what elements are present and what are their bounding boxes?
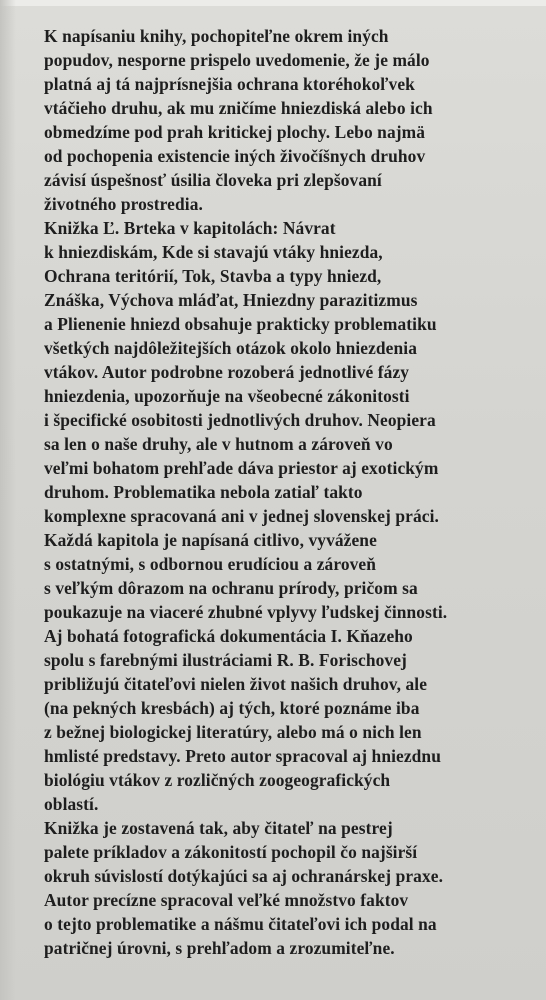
text-line: sa len o naše druhy, ale v hutnom a zároveň vo: [44, 434, 393, 454]
paragraph: [44, 816, 540, 960]
text-line: približujú čitateľovi nielen život našich druhov, ale: [44, 674, 428, 694]
text-line: patričnej úrovni, s prehľadom a zrozumiteľne.: [44, 938, 395, 958]
text-line: hmlisté predstavy. Preto autor spracoval aj hniezdnu: [44, 746, 441, 766]
text-line: od pochopenia existencie iných živočíšnych druhov: [44, 146, 426, 166]
text-line: oblastí.: [44, 794, 99, 814]
page-left-shadow: [0, 0, 16, 1000]
text-line: s ostatnými, s odbornou erudíciou a zároveň: [44, 554, 377, 574]
text-line: Knižka je zostavená tak, aby čitateľ na pestrej: [44, 818, 393, 838]
text-line: okruh súvislostí dotýkajúci sa aj ochranárskej praxe.: [44, 866, 444, 886]
text-line: vtáčieho druhu, ak mu zničíme hniezdiská alebo ich: [44, 98, 433, 118]
text-line: a Plienenie hniezd obsahuje prakticky problematiku: [44, 314, 437, 334]
paragraph: [44, 216, 540, 816]
text-line: druhom. Problematika nebola zatiaľ takto: [44, 482, 363, 502]
text-line: hniezdenia, upozorňuje na všeobecné zákonitosti: [44, 386, 410, 406]
text-line: Aj bohatá fotografická dokumentácia I. Kňazeho: [44, 626, 413, 646]
text-line: obmedzíme pod prah kritickej plochy. Lebo najmä: [44, 122, 426, 142]
text-line: vtákov. Autor podrobne rozoberá jednotlivé fázy: [44, 362, 410, 382]
text-line: popudov, nesporne prispelo uvedomenie, že je málo: [44, 50, 430, 70]
text-line: platná aj tá najprísnejšia ochrana ktoréhokoľvek: [44, 74, 415, 94]
text-line: poukazuje na viaceré zhubné vplyvy ľudskej činnosti.: [44, 602, 448, 622]
text-line: i špecifické osobitosti jednotlivých druhov. Neopiera: [44, 410, 436, 430]
text-line: životného prostredia.: [44, 194, 203, 214]
text-line: biológiu vtákov z rozličných zoogeografických: [44, 770, 391, 790]
text-line: z bežnej biologickej literatúry, alebo má o nich len: [44, 722, 422, 742]
body-text: [44, 24, 540, 960]
text-line: Znáška, Výchova mláďat, Hniezdny parazitizmus: [44, 290, 418, 310]
text-line: (na pekných kresbách) aj tých, ktoré poznáme iba: [44, 698, 420, 718]
text-line: K napísaniu knihy, pochopiteľne okrem iných: [44, 26, 389, 46]
text-line: komplexne spracovaná ani v jednej slovenskej práci.: [44, 506, 439, 526]
text-line: veľmi bohatom prehľade dáva priestor aj exotickým: [44, 458, 439, 478]
text-line: závisí úspešnosť úsilia človeka pri zlepšovaní: [44, 170, 382, 190]
text-line: s veľkým dôrazom na ochranu prírody, pričom sa: [44, 578, 418, 598]
text-line: spolu s farebnými ilustráciami R. B. Forischovej: [44, 650, 407, 670]
text-line: k hniezdiskám, Kde si stavajú vtáky hniezda,: [44, 242, 383, 262]
text-line: Každá kapitola je napísaná citlivo, vyvážene: [44, 530, 377, 550]
paragraph: [44, 24, 540, 216]
text-line: o tejto problematike a nášmu čitateľovi ich podal na: [44, 914, 437, 934]
text-line: Autor precízne spracoval veľké množstvo faktov: [44, 890, 409, 910]
text-line: palete príkladov a zákonitostí pochopil čo najširší: [44, 842, 418, 862]
text-line: všetkých najdôležitejších otázok okolo hniezdenia: [44, 338, 417, 358]
text-line: Knižka Ľ. Brteka v kapitolách: Návrat: [44, 218, 336, 238]
page-top-edge: [0, 0, 546, 6]
text-line: Ochrana teritórií, Tok, Stavba a typy hniezd,: [44, 266, 382, 286]
